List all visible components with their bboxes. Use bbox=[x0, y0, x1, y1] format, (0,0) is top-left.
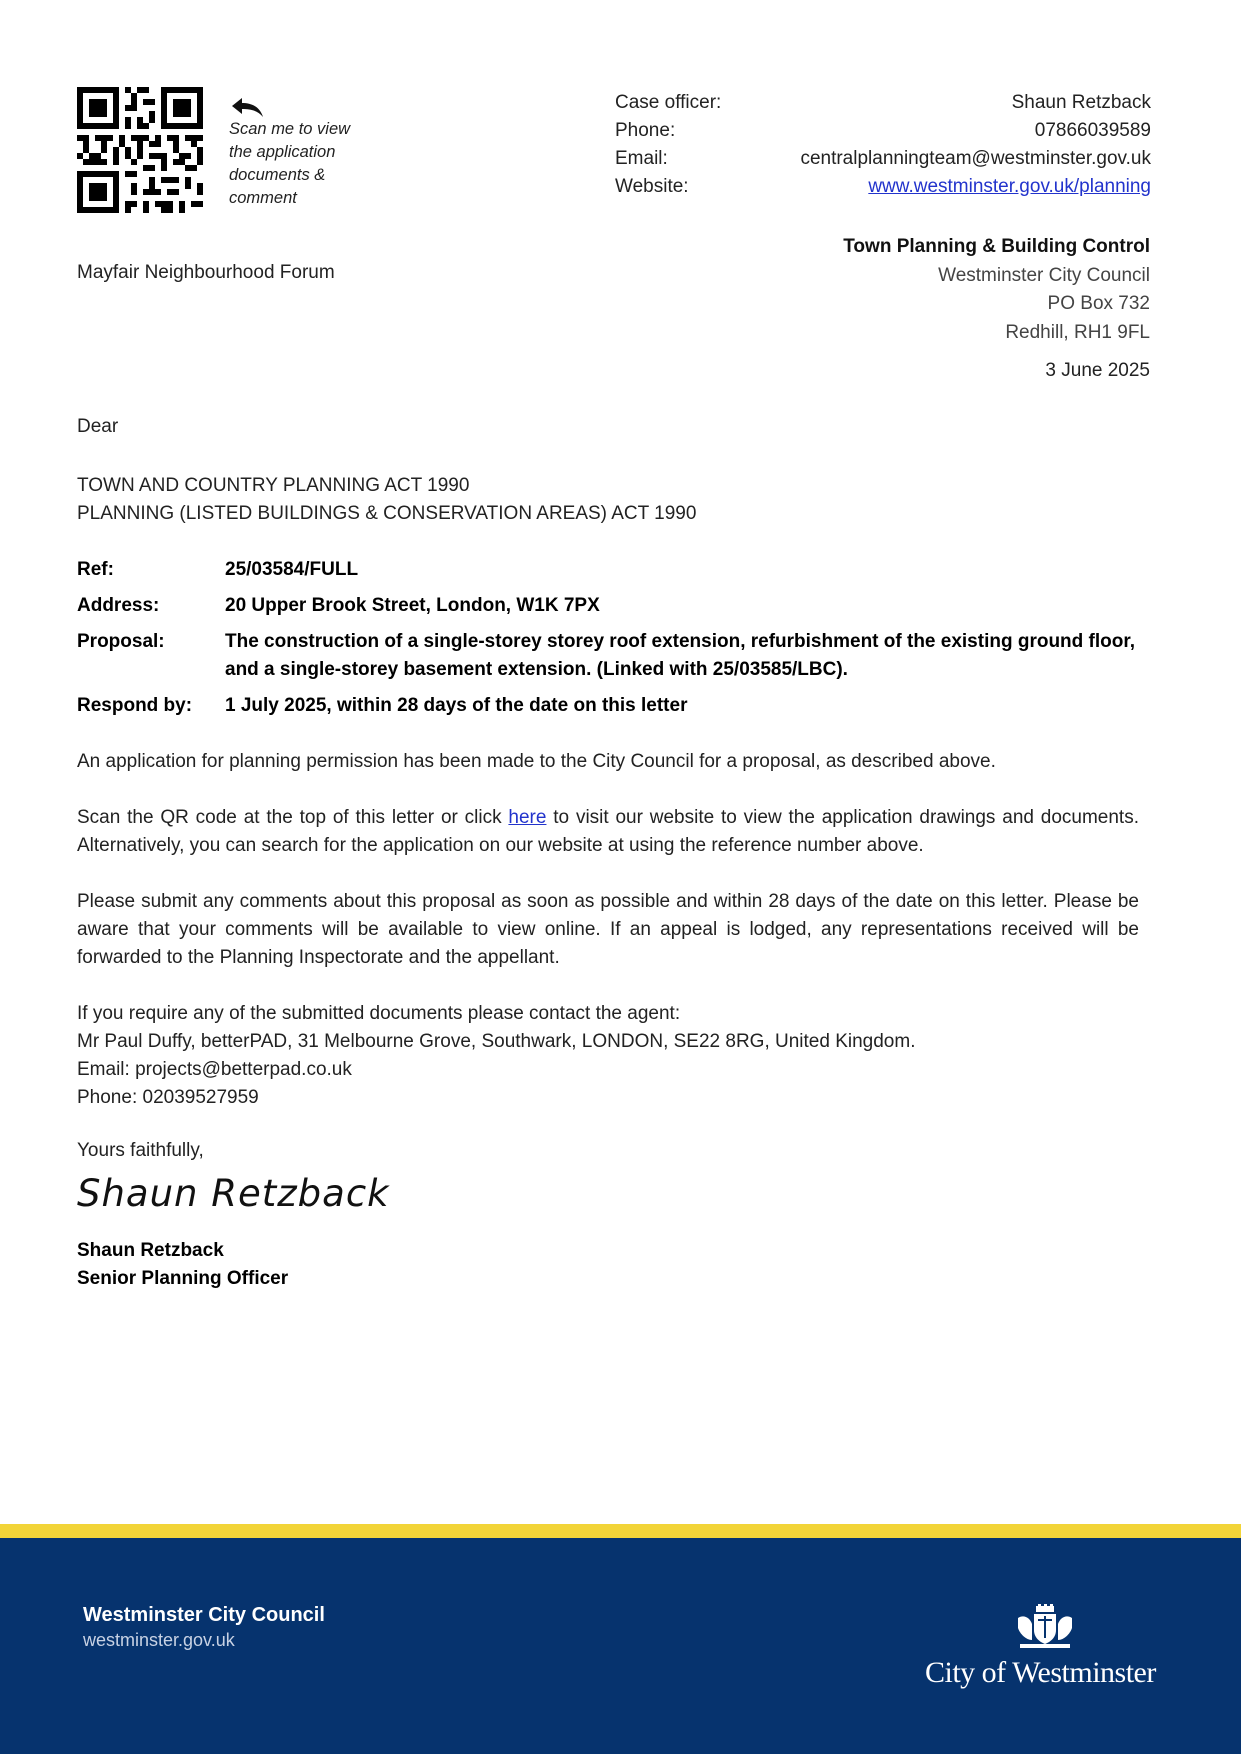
address-value: 20 Upper Brook Street, London, W1K 7PX bbox=[225, 595, 600, 616]
comments-paragraph: Please submit any comments about this proposal as soon as possible and within 28 days of the date on this letter. Please be aware that your comments will be available to view online. If an appeal is lodged, any representations received will be forwarded to the Planning Inspectorate and the appellant. bbox=[77, 891, 1139, 968]
respond-row bbox=[77, 692, 1152, 720]
qr-caption-line: the application bbox=[229, 143, 336, 161]
signer-title: Senior Planning Officer bbox=[77, 1268, 289, 1289]
letter-date: 3 June 2025 bbox=[1045, 360, 1150, 381]
qr-caption-line: documents & bbox=[229, 166, 326, 184]
council-name: Westminster City Council bbox=[938, 264, 1150, 286]
qr-paragraph bbox=[77, 804, 1139, 860]
case-officer-name: Shaun Retzback bbox=[1011, 92, 1151, 113]
contact-block bbox=[615, 89, 1151, 201]
ref-value: 25/03584/FULL bbox=[225, 559, 359, 580]
crest-icon bbox=[1014, 1604, 1076, 1652]
application-details bbox=[77, 556, 1152, 728]
handwritten-signature: Shaun Retzback bbox=[77, 1172, 390, 1215]
curved-arrow-icon bbox=[230, 96, 266, 120]
ref-label: Ref: bbox=[77, 559, 114, 580]
agent-address: Mr Paul Duffy, betterPAD, 31 Melbourne Grove, Southwark, LONDON, SE22 8RG, United Kingdom. bbox=[77, 1031, 916, 1052]
act-line: TOWN AND COUNTRY PLANNING ACT 1990 bbox=[77, 475, 470, 496]
case-officer-label: Case officer: bbox=[615, 92, 722, 113]
department-name: Town Planning & Building Control bbox=[843, 236, 1150, 257]
town-postcode: Redhill, RH1 9FL bbox=[1005, 321, 1150, 343]
agent-phone: Phone: 02039527959 bbox=[77, 1087, 259, 1108]
agent-intro: If you require any of the submitted documents please contact the agent: bbox=[77, 1003, 681, 1024]
qr-caption bbox=[229, 118, 379, 210]
email-row bbox=[615, 145, 1151, 173]
salutation: Dear bbox=[77, 416, 119, 437]
proposal-row bbox=[77, 628, 1152, 684]
intro-paragraph: An application for planning permission has been made to the City Council for a proposal, as described above. bbox=[77, 751, 996, 772]
respond-label: Respond by: bbox=[77, 695, 193, 716]
proposal-label: Proposal: bbox=[77, 631, 165, 652]
here-link[interactable]: here bbox=[508, 807, 547, 828]
act-line: PLANNING (LISTED BUILDINGS & CONSERVATION AREAS) ACT 1990 bbox=[77, 503, 697, 524]
legislation-heading bbox=[77, 472, 696, 528]
address-row bbox=[77, 592, 1152, 620]
footer-band bbox=[0, 1538, 1241, 1754]
phone-label: Phone: bbox=[615, 120, 676, 141]
qr-paragraph-text: Scan the QR code at the top of this letter or click bbox=[77, 807, 509, 828]
email-address: centralplanningteam@westminster.gov.uk bbox=[800, 148, 1151, 169]
qr-caption-line: comment bbox=[229, 189, 297, 207]
office-address bbox=[843, 233, 1150, 347]
phone-row bbox=[615, 117, 1151, 145]
footer-brand: City of Westminster bbox=[925, 1656, 1156, 1689]
footer-stripe bbox=[0, 1524, 1241, 1538]
recipient: Mayfair Neighbourhood Forum bbox=[77, 262, 335, 283]
agent-email: Email: projects@betterpad.co.uk bbox=[77, 1059, 352, 1080]
address-label: Address: bbox=[77, 595, 160, 616]
proposal-value: The construction of a single-storey storey roof extension, refurbishment of the existing ground floor, and a single-storey basement extension. (Linked with 25/03585/LBC). bbox=[225, 631, 1135, 680]
po-box: PO Box 732 bbox=[1047, 293, 1150, 314]
respond-value: 1 July 2025, within 28 days of the date on this letter bbox=[225, 695, 688, 716]
ref-row bbox=[77, 556, 1152, 584]
qr-code[interactable] bbox=[77, 87, 203, 213]
phone-number: 07866039589 bbox=[1034, 120, 1151, 141]
qr-caption-line: Scan me to view bbox=[229, 120, 351, 138]
closing: Yours faithfully, bbox=[77, 1140, 204, 1161]
footer-council-name: Westminster City Council bbox=[83, 1604, 325, 1626]
email-label: Email: bbox=[615, 148, 668, 169]
website-link[interactable]: www.westminster.gov.uk/planning bbox=[868, 176, 1151, 197]
case-officer-row bbox=[615, 89, 1151, 117]
signer-block bbox=[77, 1237, 288, 1293]
website-label: Website: bbox=[615, 176, 689, 197]
agent-paragraph bbox=[77, 1000, 1139, 1112]
website-row bbox=[615, 173, 1151, 201]
qr-paragraph-text: to visit our website to view the application drawings and documents. Alternatively, you can search for the application on our website at using the reference number above. bbox=[77, 807, 1139, 856]
footer-website: westminster.gov.uk bbox=[83, 1630, 235, 1650]
signer-name: Shaun Retzback bbox=[77, 1240, 224, 1261]
